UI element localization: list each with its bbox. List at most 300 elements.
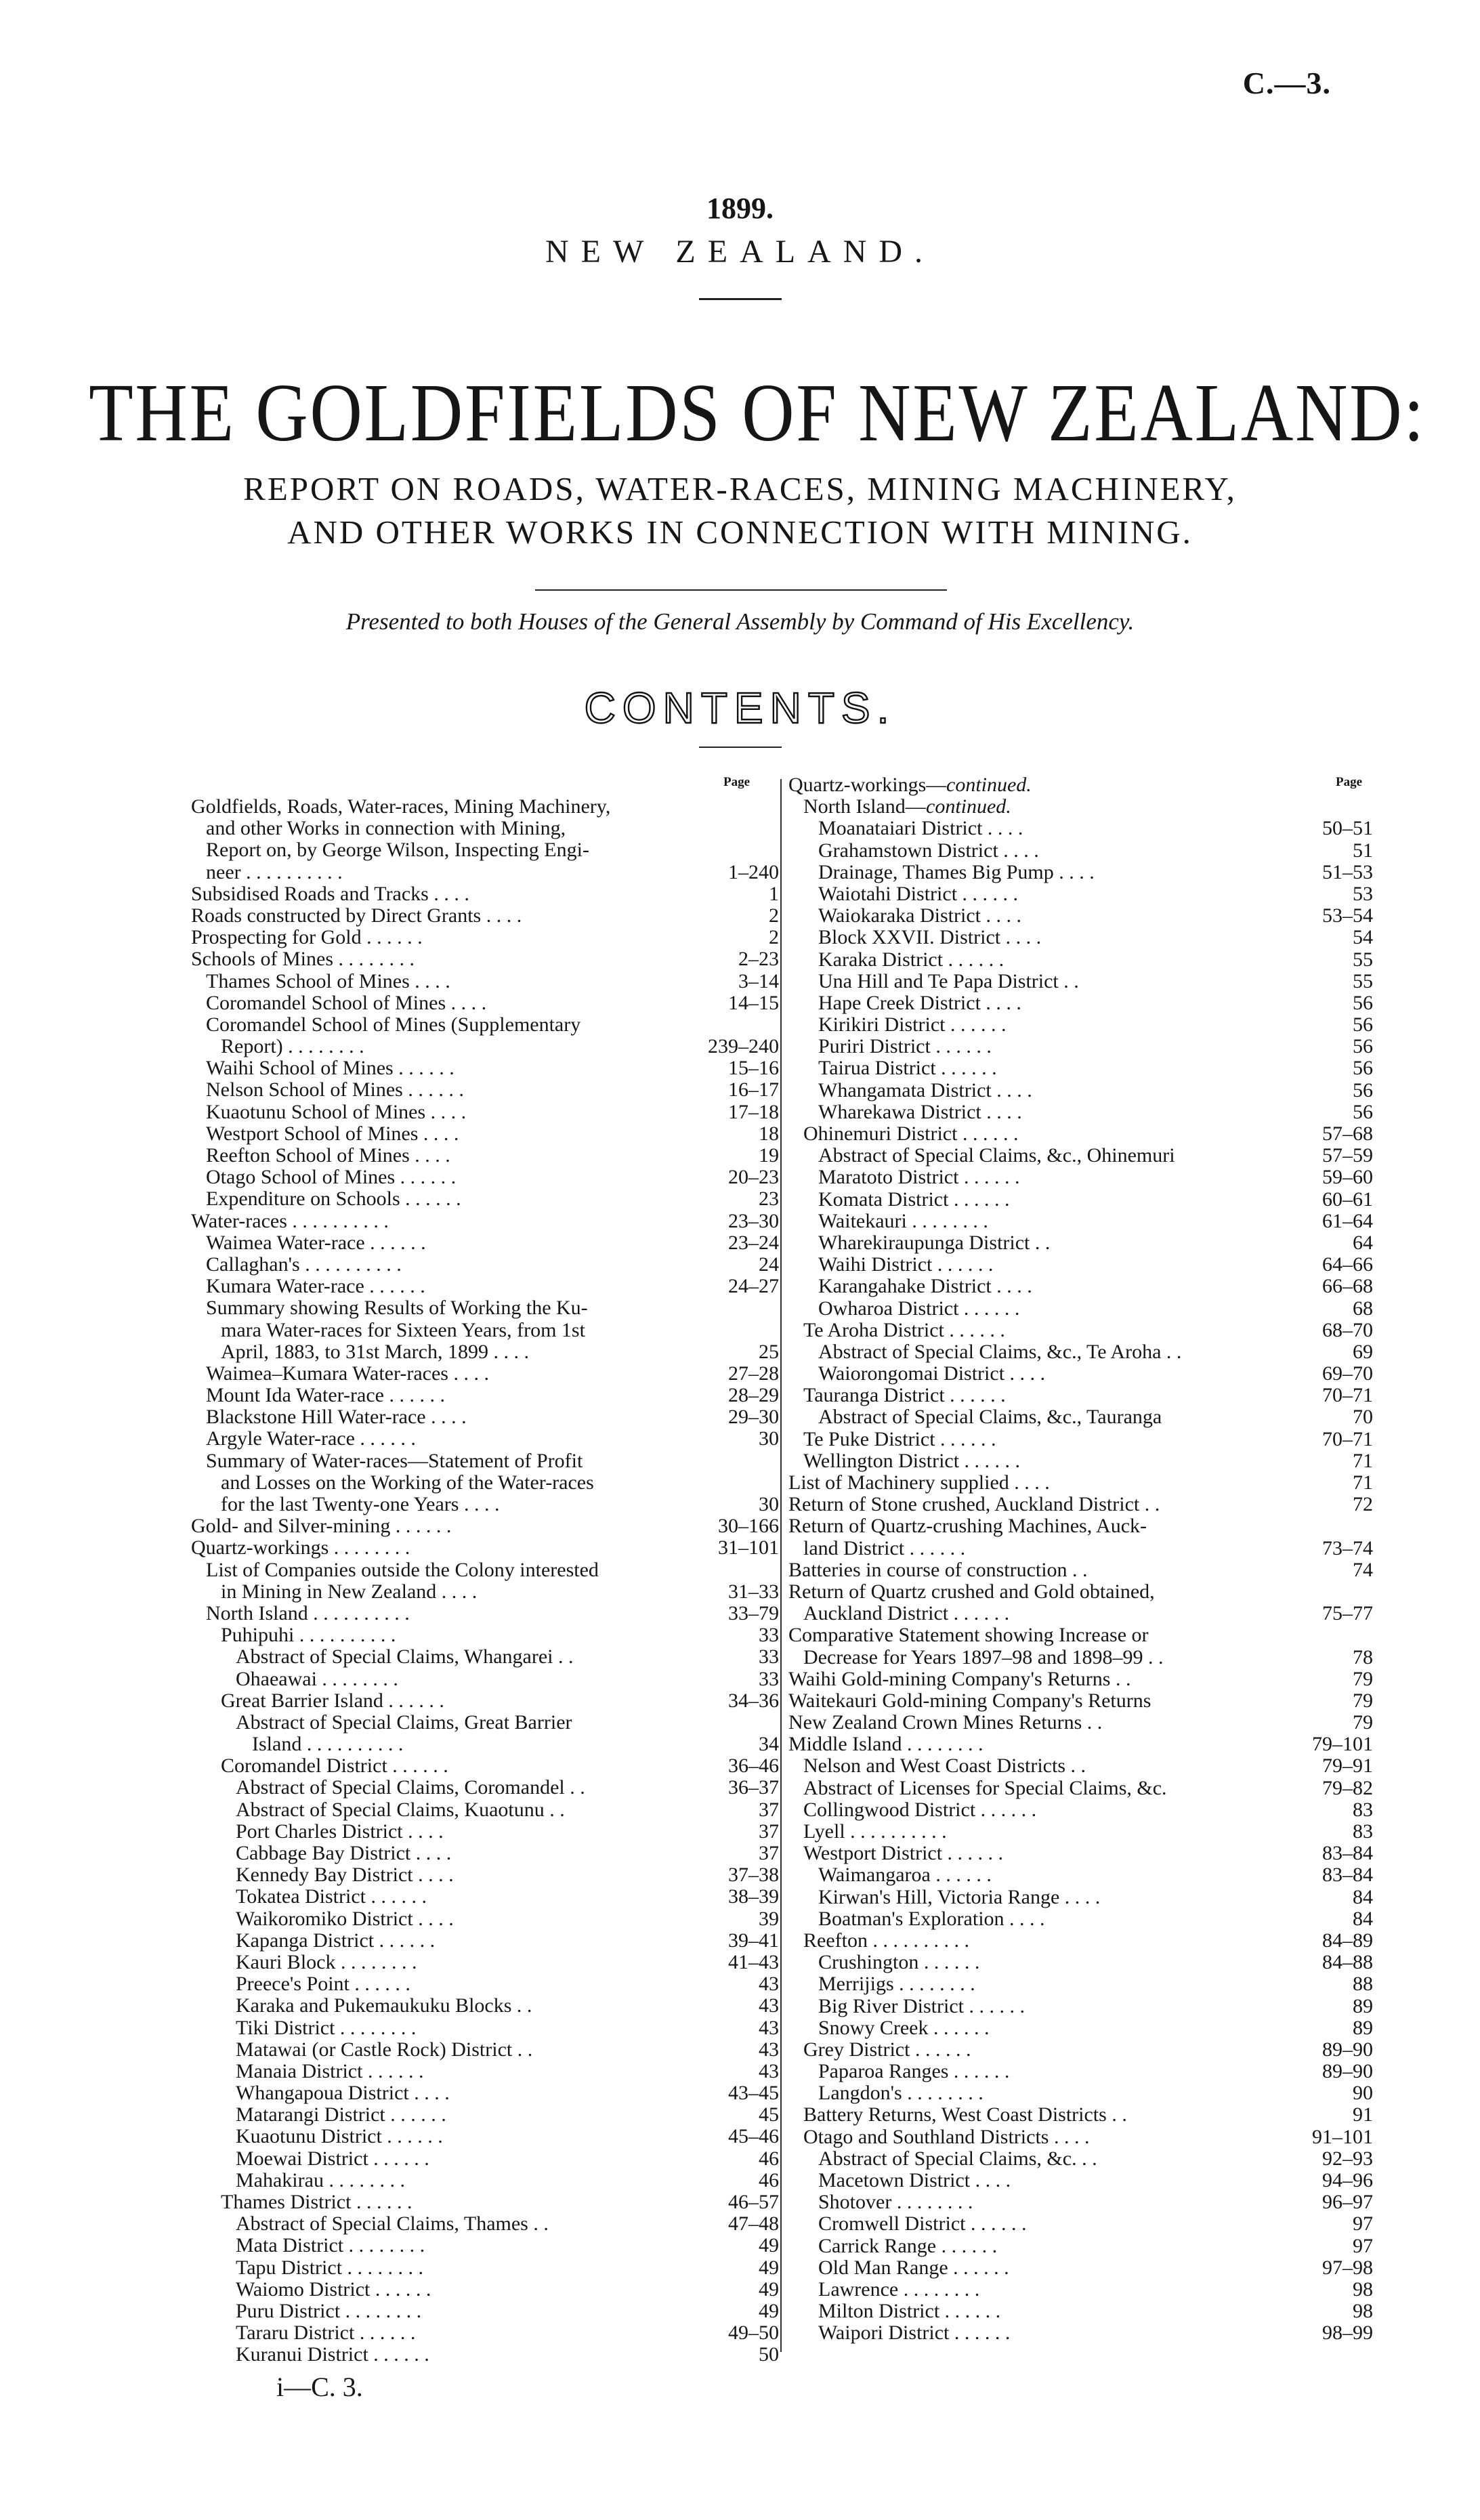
- entry-title: Abstract of Special Claims, &c., Tauranga: [818, 1406, 1162, 1429]
- contents-entry: [788, 1930, 1373, 1952]
- contents-entry: [191, 1167, 779, 1188]
- entry-page-number: 79: [1353, 1667, 1373, 1690]
- contents-entry: [191, 2017, 779, 2039]
- contents-entry: [191, 2126, 779, 2147]
- contents-entry: [788, 1080, 1373, 1101]
- entry-page-number: 89: [1353, 1994, 1373, 2017]
- contents-entry: [191, 1668, 779, 1690]
- contents-entry: [788, 2104, 1373, 2126]
- entry-page-number: 98–99: [1322, 2322, 1373, 2345]
- entry-title: Return of Quartz crushed and Gold obtained,: [788, 1580, 1155, 1603]
- entry-title: Kapanga District . . . . . .: [236, 1929, 436, 1952]
- contents-entry: [788, 1799, 1373, 1821]
- entry-title: Nelson School of Mines . . . . . .: [206, 1078, 464, 1101]
- entry-title: Batteries in course of construction . .: [788, 1558, 1088, 1581]
- contents-entry: [191, 1385, 779, 1406]
- contents-entry: [191, 1886, 779, 1908]
- entry-title: Port Charles District . . . .: [236, 1820, 444, 1843]
- contents-entry: [788, 1996, 1373, 2017]
- entry-page-number: 61–64: [1322, 1209, 1373, 1232]
- entry-page-number: 49: [759, 2277, 779, 2301]
- contents-entry: [788, 1189, 1373, 1211]
- contents-entry: [788, 1406, 1373, 1428]
- entry-title: Langdon's . . . . . . . .: [818, 2082, 984, 2105]
- contents-entry: [788, 1515, 1373, 1537]
- entry-page-number: 20–23: [728, 1166, 779, 1189]
- entry-page-number: 56: [1353, 1013, 1373, 1036]
- entry-title: Waimea Water-race . . . . . .: [206, 1231, 426, 1254]
- column-divider: [780, 779, 782, 2352]
- entry-title: North Island . . . . . . . . . .: [206, 1601, 410, 1624]
- subtitle-line-1: REPORT ON ROADS, WATER-RACES, MINING MACHINERY,: [243, 470, 1237, 507]
- entry-page-number: 56: [1353, 1057, 1373, 1080]
- contents-entry: [191, 1101, 779, 1123]
- entry-page-number: 92–93: [1322, 2147, 1373, 2170]
- entry-title: North Island—: [803, 795, 926, 818]
- contents-entry: [788, 2126, 1373, 2148]
- divider-rule: [535, 589, 947, 591]
- entry-page-number: 41–43: [728, 1950, 779, 1973]
- contents-entry: [788, 1668, 1373, 1690]
- entry-page-number: 74: [1353, 1558, 1373, 1581]
- contents-entry: [788, 1690, 1373, 1712]
- entry-title: Kirikiri District . . . . . .: [818, 1013, 1007, 1036]
- entry-title: List of Machinery supplied . . . .: [788, 1471, 1050, 1494]
- entry-page-number: 83–84: [1322, 1842, 1373, 1865]
- contents-entry: [191, 839, 779, 861]
- entry-title: Milton District . . . . . .: [818, 2300, 1001, 2323]
- contents-entry: [788, 1538, 1373, 1559]
- entry-page-number: 91: [1353, 2103, 1373, 2126]
- entry-page-number: 49–50: [728, 2322, 779, 2345]
- entry-title: Westport School of Mines . . . .: [206, 1122, 459, 1145]
- year-heading: 1899.: [706, 192, 774, 225]
- entry-page-number: 25: [759, 1340, 779, 1363]
- entry-page-number: 55: [1353, 948, 1373, 971]
- entry-page-number: 31–33: [728, 1580, 779, 1603]
- contents-entry: [788, 2322, 1373, 2344]
- entry-page-number: 83: [1353, 1798, 1373, 1821]
- presentation-note: Presented to both Houses of the General Assembly by Command of His Excellency.: [345, 608, 1135, 635]
- contents-entry: [191, 927, 779, 948]
- entry-page-number: 37: [759, 1798, 779, 1821]
- contents-divider-rule: [699, 747, 782, 748]
- entry-title: Tiki District . . . . . . . .: [236, 2016, 417, 2039]
- entry-page-number: 78: [1353, 1645, 1373, 1668]
- contents-entry: [788, 1320, 1373, 1341]
- entry-page-number: 59–60: [1322, 1166, 1373, 1189]
- contents-entry: [191, 1864, 779, 1886]
- entry-title: Old Man Range . . . . . .: [818, 2256, 1009, 2279]
- contents-entry: [191, 1363, 779, 1385]
- entry-title: Report on, by George Wilson, Inspecting Engi-: [206, 839, 589, 862]
- contents-heading: CONTENTS.: [584, 684, 896, 732]
- contents-entry: [788, 2039, 1373, 2061]
- entry-page-number: 37: [759, 1820, 779, 1843]
- contents-entry: [191, 2235, 779, 2256]
- entry-title: New Zealand Crown Mines Returns . .: [788, 1711, 1103, 1734]
- entry-page-number: 45–46: [728, 2125, 779, 2148]
- entry-title: Tararu District . . . . . .: [236, 2322, 416, 2345]
- entry-page-number: 30–166: [718, 1515, 779, 1538]
- entry-page-number: 43: [759, 2016, 779, 2039]
- contents-entry: [788, 1887, 1373, 1908]
- entry-title: Una Hill and Te Papa District . .: [818, 969, 1079, 992]
- entry-page-number: 56: [1353, 1100, 1373, 1123]
- entry-title: Waihi Gold-mining Company's Returns . .: [788, 1667, 1131, 1690]
- contents-entry: [788, 1778, 1373, 1799]
- contents-entry: [788, 1624, 1373, 1646]
- entry-page-number: 14–15: [728, 991, 779, 1014]
- entry-title: Komata District . . . . . .: [818, 1188, 1010, 1211]
- entry-title: Ohaeawai . . . . . . . .: [236, 1667, 398, 1690]
- entry-page-number: 56: [1353, 991, 1373, 1014]
- contents-entry: [191, 1734, 779, 1755]
- footer-signature: i—C. 3.: [276, 2372, 363, 2402]
- entry-title: Reefton . . . . . . . . . .: [803, 1929, 969, 1952]
- entry-page-number: 68: [1353, 1297, 1373, 1320]
- contents-entry: [191, 1930, 779, 1952]
- contents-entry: [191, 1624, 779, 1646]
- contents-entry: [788, 1647, 1373, 1668]
- entry-title: Summary showing Results of Working the Ku-: [206, 1297, 588, 1320]
- contents-entry: [788, 2061, 1373, 2082]
- entry-page-number: 79–101: [1312, 1733, 1373, 1756]
- entry-title: Kauri Block . . . . . . . .: [236, 1950, 417, 1973]
- contents-entry: [191, 2104, 779, 2126]
- entry-page-number: 97–98: [1322, 2256, 1373, 2279]
- entry-page-number: 30: [759, 1427, 779, 1450]
- contents-entry: [788, 1603, 1373, 1624]
- entry-title: Drainage, Thames Big Pump . . . .: [818, 860, 1095, 883]
- contents-entry: [191, 905, 779, 927]
- entry-page-number: 51: [1353, 839, 1373, 862]
- entry-page-number: 83–84: [1322, 1864, 1373, 1887]
- entry-page-number: 23: [759, 1188, 779, 1211]
- entry-page-number: 71: [1353, 1471, 1373, 1494]
- contents-entry: [788, 1821, 1373, 1843]
- entry-title: Boatman's Exploration . . . .: [818, 1907, 1045, 1930]
- entry-page-number: 91–101: [1312, 2125, 1373, 2148]
- entry-page-number: 60–61: [1322, 1188, 1373, 1211]
- entry-page-number: 84–89: [1322, 1929, 1373, 1952]
- entry-page-number: 89–90: [1322, 2038, 1373, 2061]
- contents-entry: [191, 1995, 779, 2017]
- entry-title: and other Works in connection with Mining,: [206, 817, 566, 840]
- entry-title: Blackstone Hill Water-race . . . .: [206, 1406, 467, 1429]
- entry-page-number: 53–54: [1322, 904, 1373, 927]
- entry-page-number: 23–30: [728, 1209, 779, 1232]
- entry-page-number: 51–53: [1322, 860, 1373, 883]
- entry-title: Abstract of Special Claims, &c., Te Aroha . .: [818, 1340, 1182, 1363]
- entry-title: Manaia District . . . . . .: [236, 2059, 424, 2082]
- entry-title: and Losses on the Working of the Water-races: [221, 1471, 594, 1494]
- entry-title: land District . . . . . .: [803, 1536, 966, 1559]
- entry-title: Coromandel School of Mines . . . .: [206, 991, 487, 1014]
- contents-entry: [788, 2148, 1373, 2170]
- entry-title: Kennedy Bay District . . . .: [236, 1864, 454, 1887]
- entry-page-number: 39–41: [728, 1929, 779, 1952]
- contents-entry: [191, 1755, 779, 1777]
- entry-page-number: 50–51: [1322, 817, 1373, 840]
- contents-entry: [788, 1712, 1373, 1734]
- entry-title: Otago School of Mines . . . . . .: [206, 1166, 457, 1189]
- contents-entry: [191, 1123, 779, 1145]
- contents-entry: [788, 1363, 1373, 1385]
- document-title: THE GOLDFIELDS OF NEW ZEALAND:: [89, 367, 1426, 459]
- contents-entry: [191, 796, 779, 818]
- entry-page-number: 29–30: [728, 1406, 779, 1429]
- short-divider-rule: [699, 298, 782, 300]
- contents-entry: [788, 1472, 1373, 1494]
- entry-title: Paparoa Ranges . . . . . .: [818, 2060, 1010, 2083]
- entry-page-number: 23–24: [728, 1231, 779, 1254]
- entry-page-number: 31–101: [718, 1536, 779, 1559]
- entry-page-number: 15–16: [728, 1057, 779, 1080]
- contents-entry: [788, 1450, 1373, 1472]
- entry-page-number: 71: [1353, 1449, 1373, 1472]
- entry-page-number: 79–82: [1322, 1776, 1373, 1799]
- entry-title: Great Barrier Island . . . . . .: [221, 1689, 444, 1712]
- entry-page-number: 97: [1353, 2234, 1373, 2257]
- entry-page-number: 28–29: [728, 1384, 779, 1407]
- entry-title: Waitekauri . . . . . . . .: [818, 1209, 988, 1232]
- entry-title: Kumara Water-race . . . . . .: [206, 1275, 425, 1298]
- contents-entry: [788, 2082, 1373, 2104]
- entry-title: Lawrence . . . . . . . .: [818, 2277, 980, 2301]
- contents-entry: [788, 2257, 1373, 2279]
- entry-page-number: 79–91: [1322, 1755, 1373, 1778]
- contents-entry: [191, 1690, 779, 1712]
- entry-page-number: 90: [1353, 2082, 1373, 2105]
- entry-page-number: 39: [759, 1907, 779, 1930]
- entry-page-number: 38–39: [728, 1885, 779, 1908]
- entry-title: Battery Returns, West Coast Districts . .: [803, 2103, 1127, 2126]
- entry-title: Big River District . . . . . .: [818, 1994, 1025, 2017]
- entry-page-number: 54: [1353, 926, 1373, 949]
- entry-page-number: 46: [759, 2168, 779, 2191]
- page-column-label-left: Page: [723, 775, 750, 789]
- contents-entry: [788, 1232, 1373, 1254]
- entry-page-number: 53: [1353, 882, 1373, 905]
- entry-page-number: 2: [769, 904, 779, 927]
- entry-page-number: 56: [1353, 1035, 1373, 1058]
- contents-entry: [191, 1515, 779, 1537]
- entry-page-number: 30: [759, 1493, 779, 1515]
- contents-entry: [788, 1123, 1373, 1145]
- entry-title: Callaghan's . . . . . . . . . .: [206, 1253, 402, 1276]
- entry-title: Waihi School of Mines . . . . . .: [206, 1057, 454, 1080]
- contents-entry: [788, 1167, 1373, 1188]
- entry-page-number: 47–48: [728, 2212, 779, 2235]
- contents-entry: [191, 1559, 779, 1581]
- contents-entry: [788, 927, 1373, 948]
- entry-page-number: 19: [759, 1144, 779, 1167]
- entry-page-number: 46–57: [728, 2191, 779, 2213]
- entry-title: Waimea–Kumara Water-races . . . .: [206, 1362, 489, 1385]
- contents-entry: [788, 818, 1373, 839]
- contents-entry: [191, 1036, 779, 1057]
- entry-title: Decrease for Years 1897–98 and 1898–99 . .: [803, 1645, 1164, 1668]
- contents-entry: [191, 1297, 779, 1319]
- contents-entry: [191, 1799, 779, 1821]
- contents-entry: [788, 1494, 1373, 1515]
- contents-entry: [788, 1057, 1373, 1079]
- entry-page-number: 37: [759, 1842, 779, 1864]
- entry-page-number: 24–27: [728, 1275, 779, 1298]
- contents-entry: [191, 1646, 779, 1668]
- contents-entry: [191, 1537, 779, 1559]
- contents-entry: [788, 1843, 1373, 1864]
- entry-title: Thames District . . . . . .: [221, 2191, 413, 2213]
- entry-page-number: 16–17: [728, 1078, 779, 1101]
- contents-entry: [191, 1057, 779, 1079]
- contents-entry: [788, 1559, 1373, 1581]
- contents-entry: [191, 1320, 779, 1341]
- entry-title: Matarangi District . . . . . .: [236, 2103, 446, 2126]
- contents-entry: [788, 840, 1373, 862]
- contents-entry: [191, 1843, 779, 1864]
- entry-page-number: 33–79: [728, 1601, 779, 1624]
- entry-title: Tairua District . . . . . .: [818, 1057, 997, 1080]
- entry-title: Coromandel District . . . . . .: [221, 1755, 448, 1778]
- entry-title: April, 1883, to 31st March, 1899 . . . .: [221, 1340, 529, 1363]
- entry-title: Expenditure on Schools . . . . . .: [206, 1188, 461, 1211]
- entry-title: Te Aroha District . . . . . .: [803, 1318, 1005, 1341]
- entry-page-number: 50: [759, 2343, 779, 2366]
- entry-page-number: 34: [759, 1733, 779, 1756]
- entry-page-number: 73–74: [1322, 1536, 1373, 1559]
- contents-entry: [788, 1734, 1373, 1755]
- entry-page-number: 88: [1353, 1973, 1373, 1996]
- entry-title: Waiomo District . . . . . .: [236, 2277, 431, 2301]
- contents-left-column: [191, 796, 779, 2366]
- entry-title: Goldfields, Roads, Water-races, Mining Machinery,: [191, 795, 611, 818]
- entry-page-number: 37–38: [728, 1864, 779, 1887]
- entry-page-number: 79: [1353, 1689, 1373, 1712]
- entry-title: Westport District . . . . . .: [803, 1842, 1004, 1865]
- entry-title: Subsidised Roads and Tracks . . . .: [191, 882, 469, 905]
- contents-entry: [788, 1211, 1373, 1232]
- contents-entry: [191, 1232, 779, 1254]
- entry-page-number: 27–28: [728, 1362, 779, 1385]
- entry-page-number: 69: [1353, 1340, 1373, 1363]
- entry-title: neer . . . . . . . . . .: [206, 860, 343, 883]
- entry-page-number: 64–66: [1322, 1253, 1373, 1276]
- entry-page-number: 49: [759, 2256, 779, 2279]
- contents-entry: [191, 1494, 779, 1515]
- entry-title: Report) . . . . . . . .: [221, 1035, 364, 1058]
- entry-title: for the last Twenty-one Years . . . .: [221, 1493, 500, 1515]
- entry-title: Thames School of Mines . . . .: [206, 969, 450, 992]
- entry-page-number: 36–46: [728, 1755, 779, 1778]
- entry-title: Grey District . . . . . .: [803, 2038, 971, 2061]
- contents-entry: [788, 1385, 1373, 1406]
- entry-page-number: 70–71: [1322, 1384, 1373, 1407]
- entry-page-number: 66–68: [1322, 1275, 1373, 1298]
- entry-title: Kirwan's Hill, Victoria Range . . . .: [818, 1885, 1101, 1908]
- entry-title: Grahamstown District . . . .: [818, 839, 1039, 862]
- contents-entry: [191, 1472, 779, 1494]
- entry-title: Cabbage Bay District . . . .: [236, 1842, 452, 1864]
- entry-title: Wharekiraupunga District . .: [818, 1231, 1051, 1254]
- entry-title: Preece's Point . . . . . .: [236, 1973, 410, 1996]
- contents-entry: [191, 2170, 779, 2191]
- entry-page-number: 70: [1353, 1406, 1373, 1429]
- entry-title: Abstract of Special Claims, Coromandel . .: [236, 1776, 585, 1799]
- entry-page-number: 72: [1353, 1493, 1373, 1516]
- entry-title: Quartz-workings . . . . . . . .: [191, 1536, 410, 1559]
- entry-page-number: 96–97: [1322, 2191, 1373, 2214]
- entry-title: Waipori District . . . . . .: [818, 2322, 1011, 2345]
- entry-title: Waihi District . . . . . .: [818, 1253, 994, 1276]
- entry-title: Te Puke District . . . . . .: [803, 1427, 996, 1450]
- entry-page-number: 89–90: [1322, 2060, 1373, 2083]
- entry-title: Karangahake District . . . .: [818, 1275, 1032, 1298]
- contents-entry: [788, 1429, 1373, 1450]
- entry-page-number: 2–23: [738, 948, 779, 971]
- contents-right-column: [788, 774, 1373, 2345]
- contents-entry: [191, 2213, 779, 2235]
- entry-title: Moanataiari District . . . .: [818, 817, 1023, 840]
- entry-title: Whangapoua District . . . .: [236, 2082, 450, 2105]
- contents-entry: [788, 1952, 1373, 1973]
- entry-title: Hape Creek District . . . .: [818, 991, 1021, 1014]
- entry-page-number: 43: [759, 1994, 779, 2017]
- contents-entry: [788, 2017, 1373, 2039]
- contents-entry: [788, 2170, 1373, 2191]
- entry-page-number: 56: [1353, 1078, 1373, 1101]
- entry-page-number: 57–68: [1322, 1122, 1373, 1145]
- entry-title: Comparative Statement showing Increase or: [788, 1624, 1149, 1647]
- document-reference: C.—3.: [1242, 66, 1331, 100]
- contents-entry: [191, 2257, 779, 2279]
- entry-page-number: 68–70: [1322, 1318, 1373, 1341]
- entry-title: Mata District . . . . . . . .: [236, 2234, 425, 2257]
- entry-continued-note: continued.: [926, 795, 1011, 818]
- entry-title: Waikoromiko District . . . .: [236, 1907, 454, 1930]
- entry-title: Abstract of Special Claims, Kuaotunu . .: [236, 1798, 565, 1821]
- entry-title: Puru District . . . . . . . .: [236, 2299, 422, 2322]
- contents-entry: [788, 1298, 1373, 1320]
- contents-entry: [191, 883, 779, 905]
- contents-entry: [191, 1145, 779, 1167]
- contents-entry: [191, 1777, 779, 1799]
- entry-page-number: 84: [1353, 1907, 1373, 1930]
- contents-entry: [788, 796, 1373, 818]
- contents-entry: [788, 971, 1373, 992]
- entry-title: Merrijigs . . . . . . . .: [818, 1973, 975, 1996]
- contents-entry: [788, 949, 1373, 971]
- entry-page-number: 24: [759, 1253, 779, 1276]
- entry-page-number: 94–96: [1322, 2169, 1373, 2191]
- contents-entry: [788, 862, 1373, 883]
- contents-entry: [191, 1014, 779, 1036]
- entry-title: Auckland District . . . . . .: [803, 1602, 1010, 1625]
- entry-title: Owharoa District . . . . . .: [818, 1297, 1020, 1320]
- entry-page-number: 79: [1353, 1711, 1373, 1734]
- entry-page-number: 43: [759, 2038, 779, 2061]
- entry-title: Carrick Range . . . . . .: [818, 2234, 998, 2257]
- contents-entry: [191, 1712, 779, 1734]
- entry-title: Whangamata District . . . .: [818, 1078, 1032, 1101]
- contents-entry: [191, 2344, 779, 2366]
- entry-page-number: 98: [1353, 2277, 1373, 2301]
- contents-entry: [191, 2148, 779, 2170]
- contents-entry: [788, 2279, 1373, 2301]
- entry-title: Nelson and West Coast Districts . .: [803, 1755, 1086, 1778]
- contents-entry: [191, 1254, 779, 1276]
